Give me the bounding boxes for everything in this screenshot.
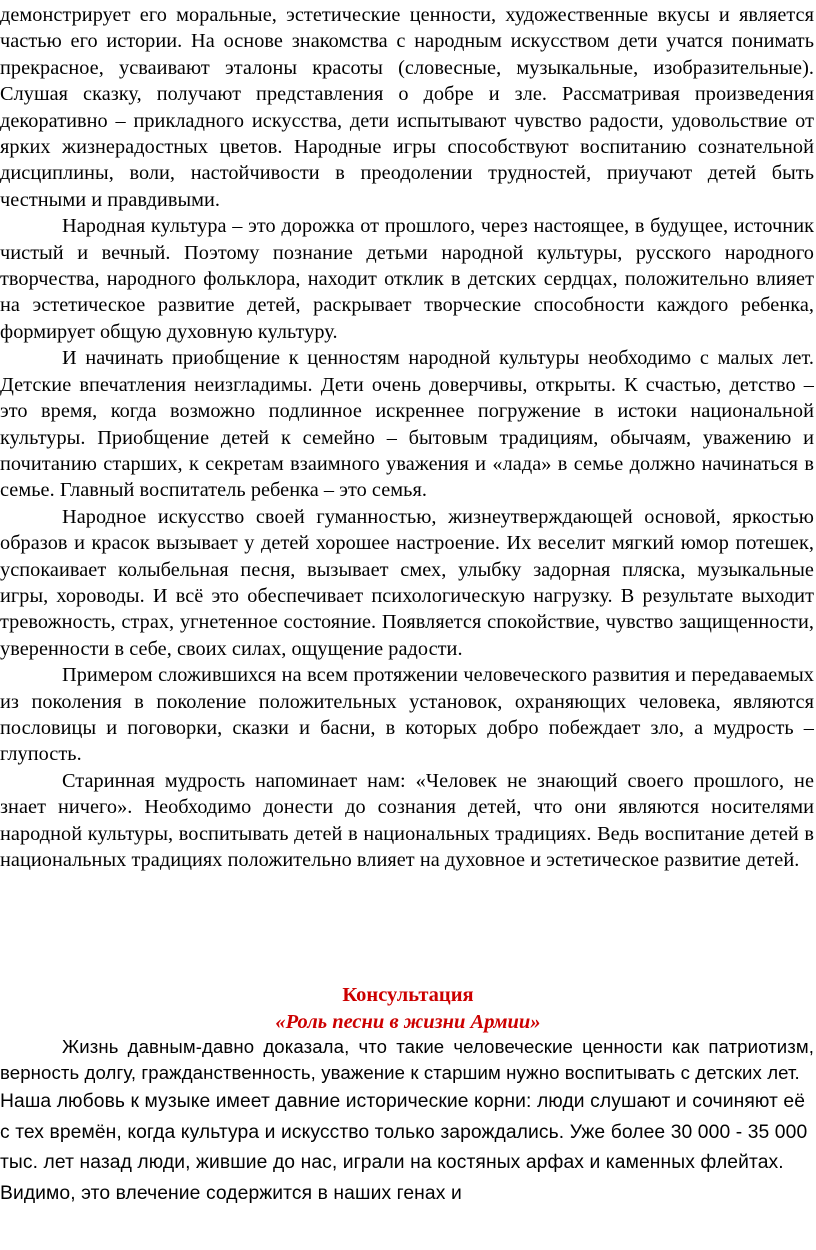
paragraph-early-age: И начинать приобщение к ценностям народной культуры необходимо с малых лет. Детские впечатления неизгладимы. Дети очень доверчивы, открыты. К счастью, детство – это время, когда возможно подлинное искреннее погружение в истоки национальной культуры. Приобщение детей к семейно – бытовым традициям, обычаям, уважению и почитанию старших, к секретам взаимного уважения и «лада» в семье должно начинаться в семье. Главный воспитатель ребенка – это семья.: [0, 347, 814, 502]
consultation-intro: Жизнь давным-давно доказала, что такие человеческие ценности как патриотизм, верность долгу, гражданственность, уважение к старшим нужно воспитывать с детских лет.: [0, 1036, 814, 1084]
consultation-subheading: «Роль песни в жизни Армии»: [275, 1011, 541, 1033]
paragraph-folk-culture: Народная культура – это дорожка от прошлого, через настоящее, в будущее, источник чистый и вечный. Поэтому познание детьми народной культуры, русского народного творчества, народного фольклора, находит отклик в детских сердцах, положительно влияет на эстетическое развитие детей, раскрывает творческие способности каждого ребенка, формирует общую духовную культуру.: [0, 215, 814, 343]
consultation-text: Наша любовь к музыке имеет давние исторические корни: люди слушают и сочиняют её с тех времён, когда культура и искусство только зарождались. Уже более 30 000 - 35 000 тыс. лет назад люди, жившие до нас, играли на костяных арфах и каменных флейтах. Видимо, это влечение содержится в наших генах и: [0, 1090, 808, 1204]
consultation-title: [0, 982, 816, 1036]
consultation-heading: Консультация: [342, 984, 474, 1006]
paragraph-continued: демонстрирует его моральные, эстетические ценности, художественные вкусы и является частью его истории. На основе знакомства с народным искусством дети учатся понимать прекрасное, усваивают эталоны красоты (словесные, музыкальные, изобразительные). Слушая сказку, получают представления о добре и зле. Рассматривая произведения декоративно – прикладного искусства, дети испытывают чувство радости, удовольствие от ярких жизнерадостных цветов. Народные игры способствуют воспитанию сознательной дисциплины, воли, настойчивости в преодолении трудностей, приучают детей быть честными и правдивыми.: [0, 4, 814, 211]
paragraph-folk-art: Народное искусство своей гуманностью, жизнеутверждающей основой, яркостью образов и красок вызывает у детей хорошее настроение. Их веселит мягкий юмор потешек, успокаивает колыбельная песня, вызывает смех, улыбку задорная пляска, музыкальные игры, хороводы. И всё это обеспечивает психологическую нагрузку. В результате выходит тревожность, страх, угнетенное состояние. Появляется спокойствие, чувство защищенности, уверенности в себе, своих силах, ощущение радости.: [0, 505, 814, 660]
consultation-body: [0, 1034, 816, 1210]
paragraph-proverbs: Примером сложившихся на всем протяжении человеческого развития и передаваемых из поколения в поколение положительных установок, охраняющих человека, являются пословицы и поговорки, сказки и басни, в которых добро побеждает зло, а мудрость – глупость.: [0, 664, 814, 766]
paragraph-ancient-wisdom: Старинная мудрость напоминает нам: «Человек не знающий своего прошлого, не знает ничего». Необходимо донести до сознания детей, что они являются носителями народной культуры, воспитывать детей в национальных традициях. Ведь воспитание детей в национальных традициях положительно влияет на духовное и эстетическое развитие детей.: [0, 769, 814, 871]
